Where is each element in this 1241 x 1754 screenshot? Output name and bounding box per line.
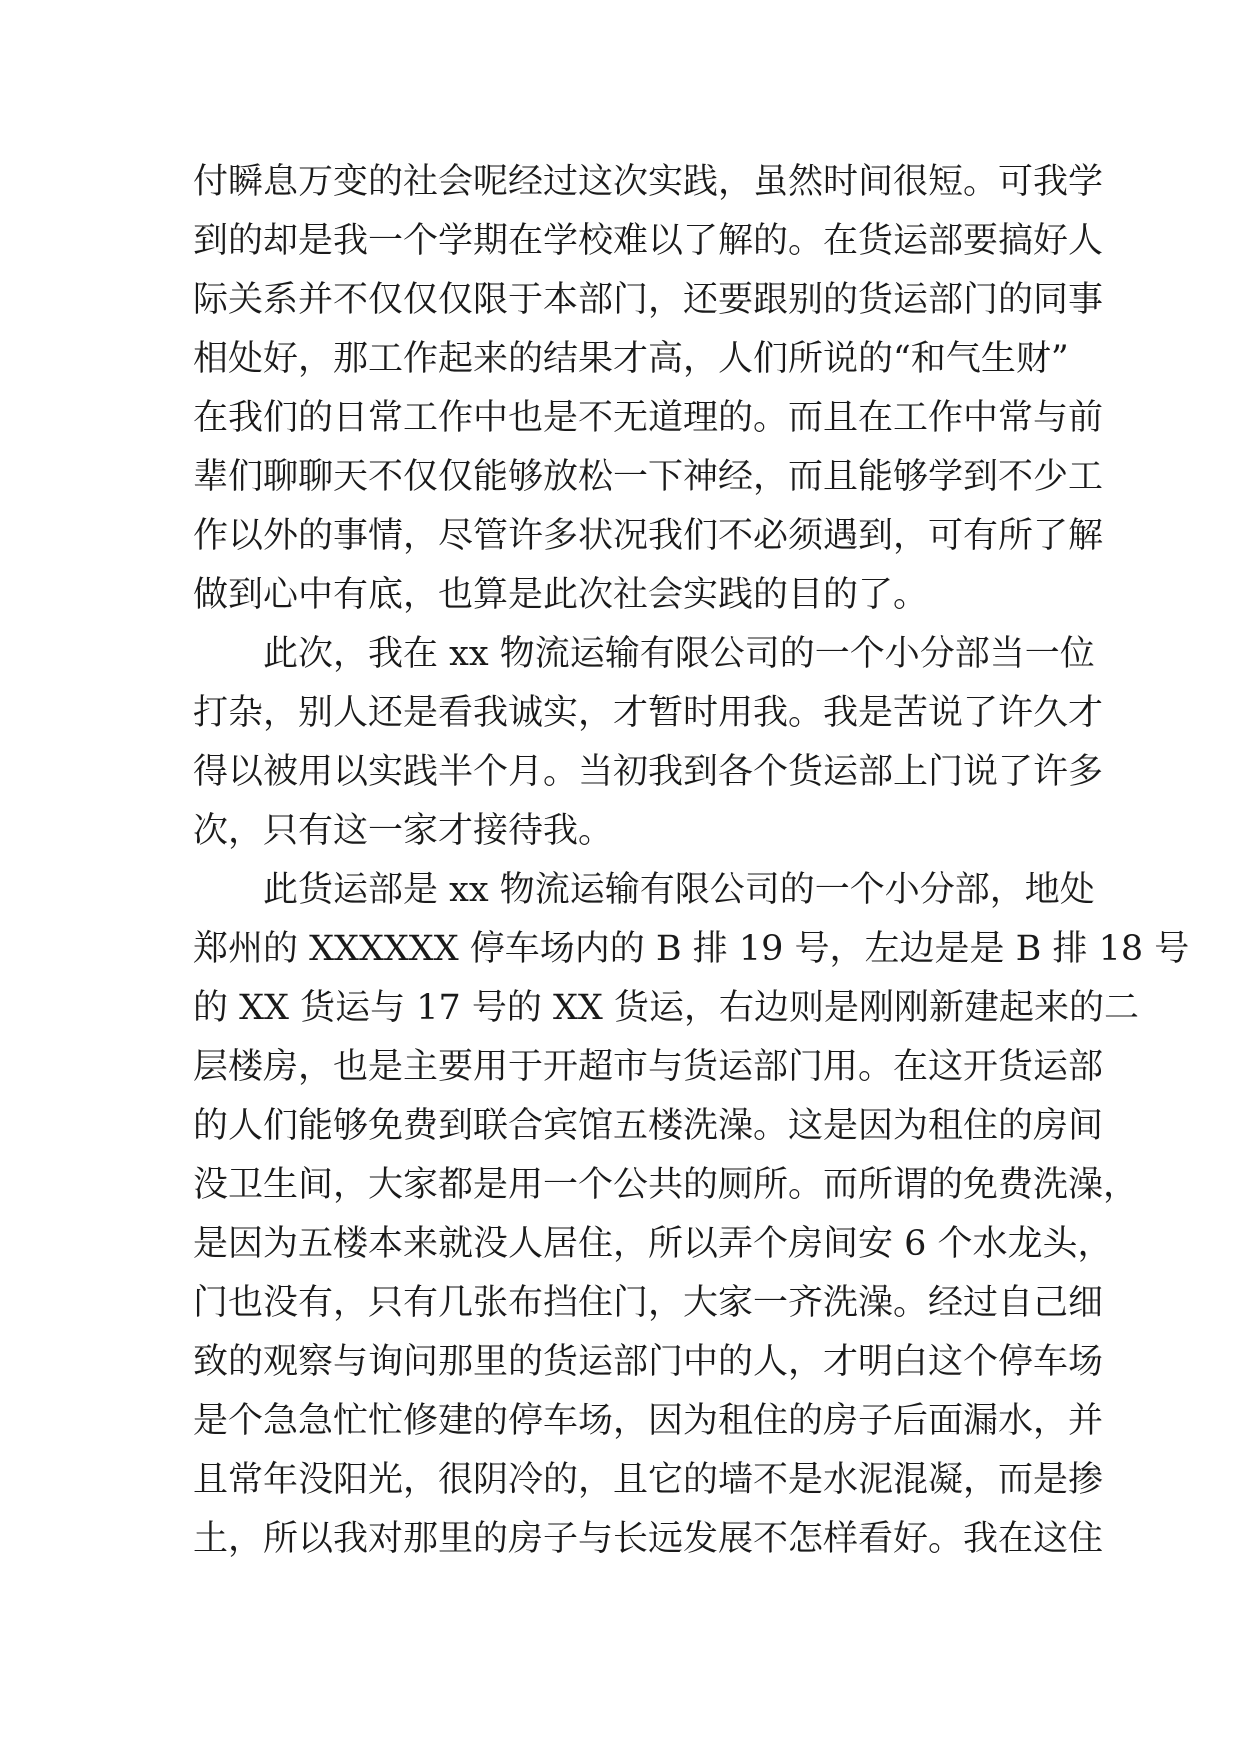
text-line: 土，所以我对那里的房子与长远发展不怎样看好。我在这住 (193, 1519, 1104, 1559)
text-line: 门也没有，只有几张布挡住门，大家一齐洗澡。经过自己细 (193, 1283, 1104, 1323)
text-line: 付瞬息万变的社会呢经过这次实践，虽然时间很短。可我学 (193, 162, 1104, 202)
text-line: 次，只有这一家才接待我。 (193, 811, 614, 851)
text-line: 的 XX 货运与 17 号的 XX 货运，右边则是刚刚新建起来的二 (193, 988, 1139, 1028)
text-line: 做到心中有底，也算是此次社会实践的目的了。 (193, 575, 929, 615)
text-line: 作以外的事情，尽管许多状况我们不必须遇到，可有所了解 (193, 516, 1104, 556)
text-line: 辈们聊聊天不仅仅能够放松一下神经，而且能够学到不少工 (193, 457, 1104, 497)
text-line: 相处好，那工作起来的结果才高，人们所说的“和气生财” (193, 339, 1069, 379)
text-line: 际关系并不仅仅仅限于本部门，还要跟别的货运部门的同事 (193, 280, 1104, 320)
text-line: 打杂，别人还是看我诚实，才暂时用我。我是苦说了许久才 (193, 693, 1104, 733)
paragraph-first-line: 此次，我在 xx 物流运输有限公司的一个小分部当一位 (263, 634, 1095, 674)
text-line: 是因为五楼本来就没人居住，所以弄个房间安 6 个水龙头， (193, 1224, 1113, 1264)
text-line: 层楼房，也是主要用于开超市与货运部门用。在这开货运部 (193, 1047, 1104, 1087)
text-line: 且常年没阳光，很阴冷的，且它的墙不是水泥混凝，而是掺 (193, 1460, 1104, 1500)
text-line: 郑州的 XXXXXX 停车场内的 B 排 19 号，左边是是 B 排 18 号 (193, 929, 1190, 969)
text-line: 没卫生间，大家都是用一个公共的厕所。而所谓的免费洗澡， (193, 1165, 1139, 1205)
text-line: 的人们能够免费到联合宾馆五楼洗澡。这是因为租住的房间 (193, 1106, 1104, 1146)
paragraph-first-line: 此货运部是 xx 物流运输有限公司的一个小分部，地处 (263, 870, 1095, 910)
text-line: 到的却是我一个学期在学校难以了解的。在货运部要搞好人 (193, 221, 1104, 261)
body-text (193, 153, 1190, 1569)
text-line: 在我们的日常工作中也是不无道理的。而且在工作中常与前 (193, 398, 1104, 438)
text-line: 是个急急忙忙修建的停车场，因为租住的房子后面漏水，并 (193, 1401, 1104, 1441)
text-line: 得以被用以实践半个月。当初我到各个货运部上门说了许多 (193, 752, 1104, 792)
text-line: 致的观察与询问那里的货运部门中的人，才明白这个停车场 (193, 1342, 1104, 1382)
